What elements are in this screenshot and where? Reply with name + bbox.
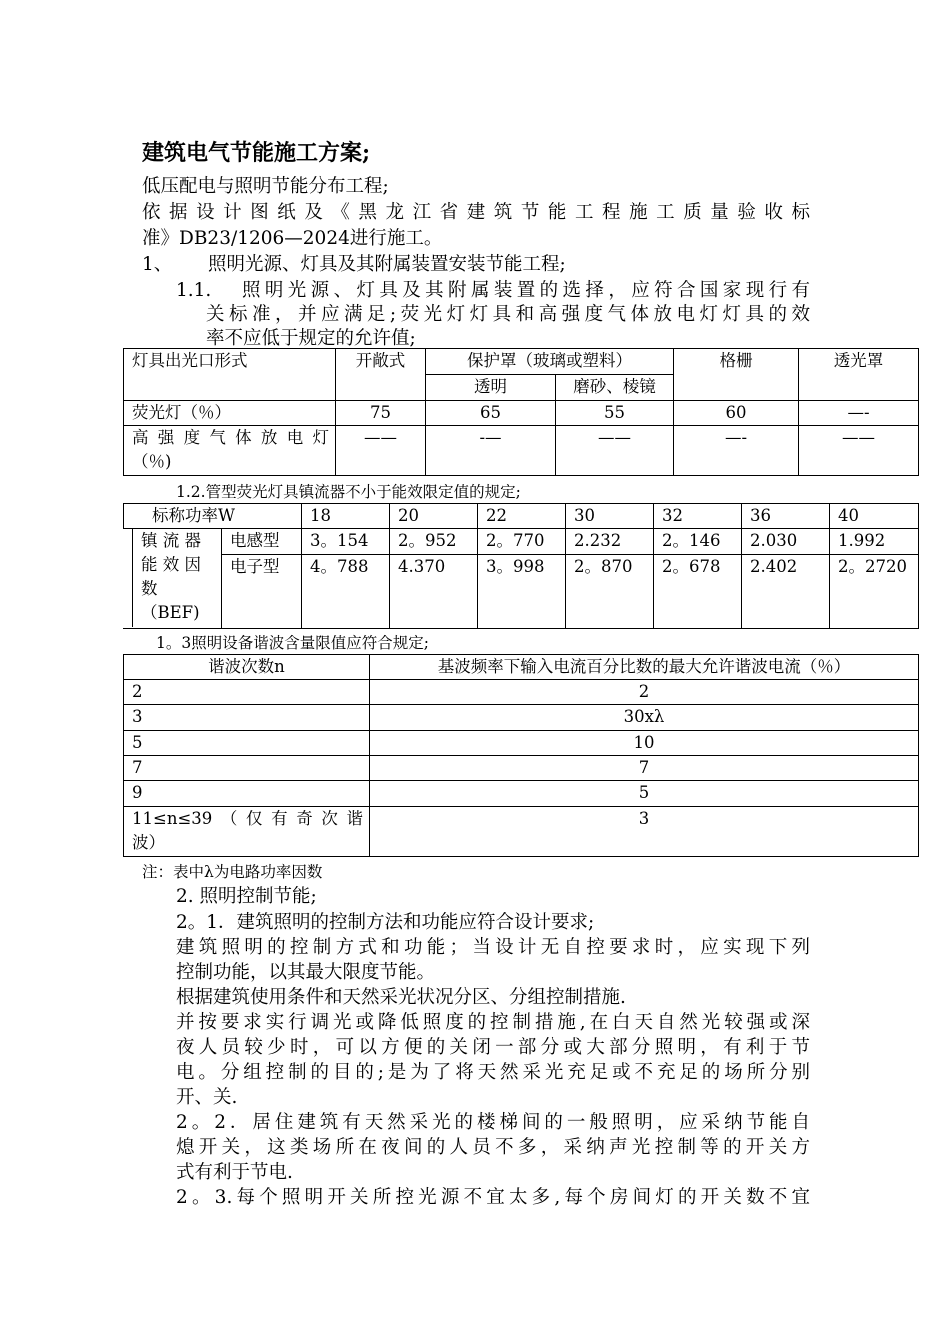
table-note: 注：表中λ为电路功率因数	[142, 863, 323, 881]
table-cell: 5	[124, 731, 370, 756]
row-label: 荧光灯（％）	[124, 401, 336, 426]
table-cell: 7	[370, 756, 919, 781]
table-cell: 2。770	[478, 529, 566, 555]
paragraph-line: 控制功能，以其最大限度节能。	[176, 962, 436, 983]
paragraph-line: 建筑照明的控制方式和功能；当设计无自控要求时，应实现下列	[176, 937, 810, 958]
table-cell: 2	[124, 680, 370, 705]
type-label: 电子型	[222, 555, 302, 629]
row-label-line: 高强度气体放电灯	[132, 428, 329, 447]
table-cell: 2	[370, 680, 919, 705]
header-cell: 灯具出光口形式	[124, 349, 336, 401]
table-cell: 3	[370, 807, 919, 857]
table-cell: —-	[799, 401, 919, 426]
table-cell: ——	[556, 426, 674, 476]
header-cell: 开敞式	[336, 349, 426, 401]
section-heading: 照明光源、灯具及其附属装置安装节能工程;	[208, 254, 566, 275]
power-cell: 40	[830, 504, 919, 529]
paragraph-line: 熄开关，这类场所在夜间的人员不多，采纳声光控制等的开关方	[176, 1137, 810, 1158]
table-cell: —-	[674, 426, 799, 476]
section-heading: 2. 照明控制节能;	[176, 886, 317, 907]
paragraph-line: 照明光源、灯具及其附属装置的选择，应符合国家现行有	[242, 280, 810, 301]
header-cell: 标称功率W	[124, 504, 302, 529]
paragraph-line: 关标准，并应满足;荧光灯灯具和高强度气体放电灯灯具的效	[206, 304, 810, 325]
harmonic-limit-table	[123, 654, 919, 857]
power-cell: 22	[478, 504, 566, 529]
type-label: 电感型	[222, 529, 302, 555]
paragraph-line: 2。2．居住建筑有天然采光的楼梯间的一般照明，应采纳节能自	[176, 1112, 810, 1133]
paragraph-line: 2。3.每个照明开关所控光源不宜太多,每个房间灯的开关数不宜	[176, 1187, 810, 1208]
power-cell: 18	[302, 504, 390, 529]
ballast-bef-table	[123, 503, 919, 629]
power-cell: 20	[390, 504, 478, 529]
table-cell: 9	[124, 781, 370, 807]
table-cell: 1.992	[830, 529, 919, 555]
table-cell: 2。952	[390, 529, 478, 555]
header-cell: 透光罩	[799, 349, 919, 401]
header-cell: 保护罩（玻璃或塑料）	[426, 349, 674, 375]
cell-line: 波）	[132, 833, 165, 852]
paragraph-line: 根据建筑使用条件和天然采光状况分区、分组控制措施.	[176, 987, 626, 1008]
power-cell: 36	[742, 504, 830, 529]
table-cell: 30xλ	[370, 705, 919, 731]
table-cell: 60	[674, 401, 799, 426]
table-cell: ——	[799, 426, 919, 476]
paragraph-line: 开、关.	[176, 1087, 238, 1108]
table-cell: 2。870	[566, 555, 654, 629]
table-cell: 2。146	[654, 529, 742, 555]
table-cell: 65	[426, 401, 556, 426]
header-cell: 基波频率下输入电流百分比数的最大允许谐波电流（％）	[370, 655, 919, 680]
table-cell: 2.402	[742, 555, 830, 629]
intro-line: 准》DB23/1206—2024进行施工。	[142, 228, 443, 249]
table-caption: 1.2.管型荧光灯具镇流器不小于能效限定值的规定;	[176, 483, 521, 501]
paragraph-line: 率不应低于规定的允许值;	[206, 328, 416, 349]
row-label-line: （％)	[132, 452, 172, 471]
power-cell: 30	[566, 504, 654, 529]
table-cell: 3。154	[302, 529, 390, 555]
row-label	[124, 426, 336, 476]
header-cell: 透明	[426, 375, 556, 401]
side-label	[124, 529, 222, 629]
table-cell: 10	[370, 731, 919, 756]
side-label-line: （BEF)	[141, 603, 200, 622]
header-cell: 谐波次数n	[124, 655, 370, 680]
table-cell: 55	[556, 401, 674, 426]
table-cell: 4.370	[390, 555, 478, 629]
paragraph-line: 并按要求实行调光或降低照度的控制措施,在白天自然光较强或深	[176, 1012, 810, 1033]
table-cell: 3。998	[478, 555, 566, 629]
table-cell: ——	[336, 426, 426, 476]
table-cell	[124, 807, 370, 857]
paragraph-line: 夜人员较少时，可以方便的关闭一部分或大部分照明，有利于节	[176, 1037, 810, 1058]
page-title: 建筑电气节能施工方案;	[142, 140, 371, 166]
table-cell: 2。2720	[830, 555, 919, 629]
cell-line: 11≤n≤39（仅有奇次谐	[132, 809, 363, 828]
paragraph-line: 电。分组控制的目的;是为了将天然采光充足或不充足的场所分别	[176, 1062, 810, 1083]
table-cell: 3	[124, 705, 370, 731]
table-cell: 4。788	[302, 555, 390, 629]
side-label-line: 数	[141, 579, 158, 598]
intro-line: 低压配电与照明节能分布工程;	[142, 176, 389, 197]
table-cell: -—	[426, 426, 556, 476]
table-cell: 2.030	[742, 529, 830, 555]
side-label-line: 镇 流 器	[141, 531, 201, 550]
side-label-line: 能 效 因	[141, 555, 201, 574]
paragraph-line: 2。1．建筑照明的控制方法和功能应符合设计要求;	[176, 912, 595, 933]
intro-line: 依据设计图纸及《黑龙江省建筑节能工程施工质量验收标	[142, 202, 810, 223]
luminaire-efficiency-table	[123, 348, 919, 476]
header-cell: 磨砂、棱镜	[556, 375, 674, 401]
table-caption: 1。3照明设备谐波含量限值应符合规定;	[156, 634, 429, 652]
subsection-number: 1.1.	[176, 280, 212, 301]
table-cell: 2。678	[654, 555, 742, 629]
paragraph-line: 式有利于节电.	[176, 1162, 293, 1183]
table-cell: 2.232	[566, 529, 654, 555]
table-cell: 7	[124, 756, 370, 781]
table-cell: 75	[336, 401, 426, 426]
power-cell: 32	[654, 504, 742, 529]
section-number: 1、	[142, 254, 173, 275]
table-cell: 5	[370, 781, 919, 807]
header-cell: 格栅	[674, 349, 799, 401]
